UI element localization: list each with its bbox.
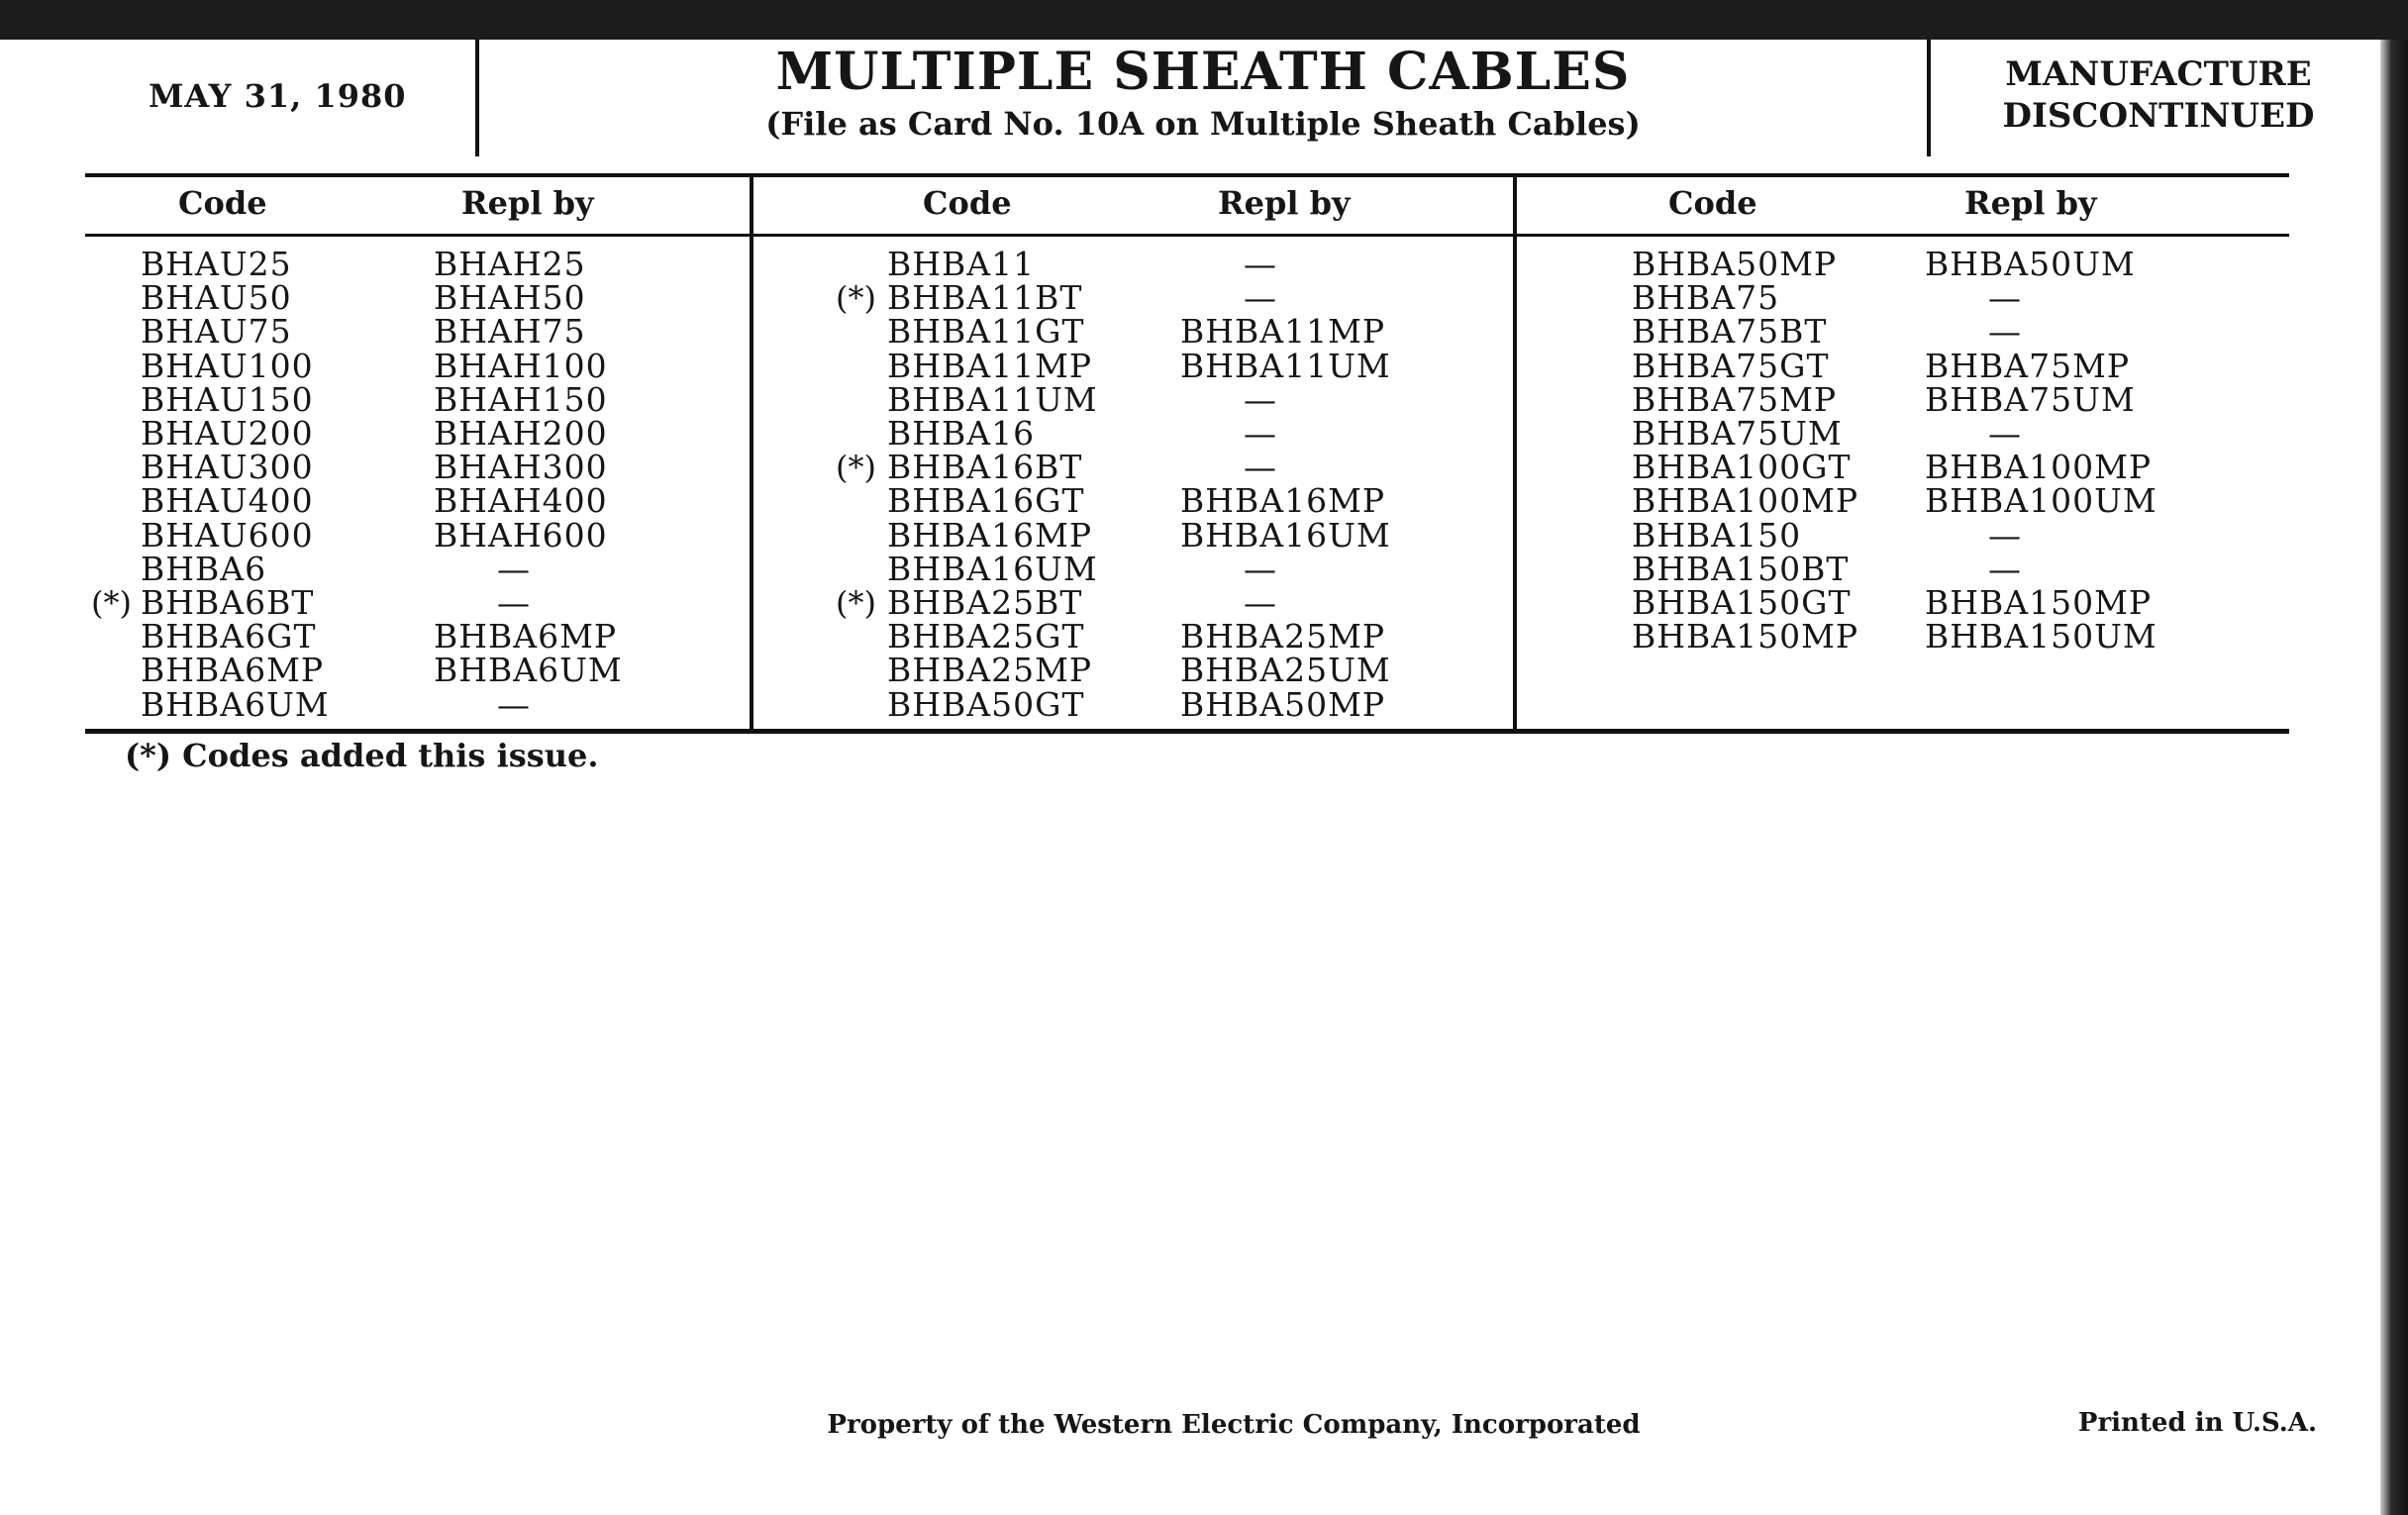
code-cell: BHBA16MP xyxy=(887,516,1093,555)
status-notice xyxy=(1941,53,2376,137)
column-header-repl-by: Repl by xyxy=(1964,184,2097,222)
column-header-code: Code xyxy=(1668,184,1757,222)
repl-cell: BHBA50MP xyxy=(1180,685,1386,724)
repl-cell: BHBA25MP xyxy=(1180,617,1386,656)
code-cell: BHBA6 xyxy=(141,550,267,588)
code-cell: BHBA150MP xyxy=(1632,617,1859,656)
page-subtitle: (File as Card No. 10A on Multiple Sheath Cables) xyxy=(765,105,1641,143)
code-cell: BHBA150 xyxy=(1632,516,1802,555)
repl-cell: BHBA100MP xyxy=(1925,448,2153,486)
code-cell: BHBA50GT xyxy=(887,685,1085,724)
repl-cell: BHAH75 xyxy=(434,312,586,351)
repl-cell: — xyxy=(1988,278,2022,317)
code-cell: BHBA75BT xyxy=(1632,312,1828,351)
code-cell: BHBA16 xyxy=(887,414,1036,453)
column-header-code: Code xyxy=(178,184,267,222)
repl-cell: — xyxy=(497,550,531,588)
repl-cell: — xyxy=(1244,245,1277,283)
repl-cell: — xyxy=(1988,414,2022,453)
column-header-code: Code xyxy=(923,184,1012,222)
repl-cell: BHAH300 xyxy=(434,448,608,486)
code-cell: BHBA75MP xyxy=(1632,380,1838,419)
repl-cell: — xyxy=(497,685,531,724)
code-cell: BHBA75UM xyxy=(1632,414,1843,453)
column-header-repl-by: Repl by xyxy=(1218,184,1351,222)
new-code-marker: (*) xyxy=(836,279,876,317)
code-cell: BHBA6GT xyxy=(141,617,317,656)
code-cell: BHBA25BT xyxy=(887,583,1083,622)
column-separator-1 xyxy=(750,175,753,732)
repl-cell: — xyxy=(1988,516,2022,555)
code-cell: BHAU150 xyxy=(141,380,314,419)
code-cell: BHBA25GT xyxy=(887,617,1085,656)
new-code-marker: (*) xyxy=(91,584,132,622)
status-line-2: DISCONTINUED xyxy=(2002,96,2315,136)
code-cell: BHBA11UM xyxy=(887,380,1098,419)
code-cell: BHBA100MP xyxy=(1632,481,1859,520)
repl-cell: BHBA75UM xyxy=(1925,380,2136,419)
code-cell: BHBA150GT xyxy=(1632,583,1852,622)
footnote: (*) Codes added this issue. xyxy=(125,737,599,774)
repl-cell: BHBA150UM xyxy=(1925,617,2157,656)
status-line-1: MANUFACTURE xyxy=(2005,54,2312,94)
repl-cell: BHBA6MP xyxy=(434,617,618,656)
repl-cell: — xyxy=(1244,583,1277,622)
repl-cell: BHBA11MP xyxy=(1180,312,1386,351)
code-cell: BHBA6UM xyxy=(141,685,330,724)
new-code-marker: (*) xyxy=(836,449,876,486)
code-cell: BHAU100 xyxy=(141,347,314,385)
repl-cell: BHAH150 xyxy=(434,380,608,419)
code-cell: BHAU200 xyxy=(141,414,314,453)
code-cell: BHBA11 xyxy=(887,245,1036,283)
table-top-rule xyxy=(85,173,2289,177)
code-cell: BHBA150BT xyxy=(1632,550,1850,588)
repl-cell: BHAH600 xyxy=(434,516,608,555)
code-cell: BHBA25MP xyxy=(887,651,1093,689)
repl-cell: — xyxy=(1244,414,1277,453)
code-cell: BHBA75GT xyxy=(1632,347,1830,385)
repl-cell: — xyxy=(1988,312,2022,351)
repl-cell: BHAH200 xyxy=(434,414,608,453)
code-cell: BHBA11MP xyxy=(887,347,1093,385)
code-cell: BHBA6BT xyxy=(141,583,315,622)
repl-cell: — xyxy=(1244,448,1277,486)
repl-cell: BHBA75MP xyxy=(1925,347,2131,385)
code-cell: BHBA11BT xyxy=(887,278,1083,317)
repl-cell: BHBA11UM xyxy=(1180,347,1391,385)
repl-cell: BHBA50UM xyxy=(1925,245,2136,283)
card-edge-shadow xyxy=(2380,40,2408,1515)
column-header-repl-by: Repl by xyxy=(461,184,594,222)
repl-cell: BHBA100UM xyxy=(1925,481,2157,520)
repl-cell: — xyxy=(1988,550,2022,588)
header-divider-left xyxy=(475,40,479,156)
footer-property-text: Property of the Western Electric Company, Incorporated xyxy=(827,1410,1641,1440)
repl-cell: — xyxy=(1244,278,1277,317)
column-separator-2 xyxy=(1513,175,1517,732)
table-bottom-rule xyxy=(85,729,2289,734)
code-cell: BHBA16BT xyxy=(887,448,1083,486)
new-code-marker: (*) xyxy=(836,584,876,622)
header-divider-right xyxy=(1927,40,1931,156)
repl-cell: BHAH25 xyxy=(434,245,586,283)
code-cell: BHAU600 xyxy=(141,516,314,555)
footer-property xyxy=(0,1410,2408,1440)
code-cell: BHBA16UM xyxy=(887,550,1098,588)
code-cell: BHAU50 xyxy=(141,278,292,317)
code-cell: BHBA50MP xyxy=(1632,245,1838,283)
repl-cell: BHBA16UM xyxy=(1180,516,1391,555)
page-title: MULTIPLE SHEATH CABLES xyxy=(775,42,1631,102)
repl-cell: BHBA150MP xyxy=(1925,583,2153,622)
code-cell: BHBA6MP xyxy=(141,651,325,689)
code-cell: BHAU400 xyxy=(141,481,314,520)
code-cell: BHBA11GT xyxy=(887,312,1085,351)
table-header-rule xyxy=(85,234,2289,237)
code-cell: BHAU75 xyxy=(141,312,292,351)
repl-cell: BHBA6UM xyxy=(434,651,623,689)
repl-cell: BHBA16MP xyxy=(1180,481,1386,520)
code-cell: BHAU25 xyxy=(141,245,292,283)
repl-cell: — xyxy=(1244,550,1277,588)
repl-cell: — xyxy=(497,583,531,622)
issue-date: MAY 31, 1980 xyxy=(149,77,407,115)
footer-printed: Printed in U.S.A. xyxy=(2077,1408,2317,1438)
repl-cell: — xyxy=(1244,380,1277,419)
code-cell: BHBA100GT xyxy=(1632,448,1852,486)
repl-cell: BHAH100 xyxy=(434,347,608,385)
repl-cell: BHAH50 xyxy=(434,278,586,317)
code-cell: BHBA75 xyxy=(1632,278,1780,317)
code-cell: BHAU300 xyxy=(141,448,314,486)
code-cell: BHBA16GT xyxy=(887,481,1085,520)
repl-cell: BHAH400 xyxy=(434,481,608,520)
repl-cell: BHBA25UM xyxy=(1180,651,1391,689)
